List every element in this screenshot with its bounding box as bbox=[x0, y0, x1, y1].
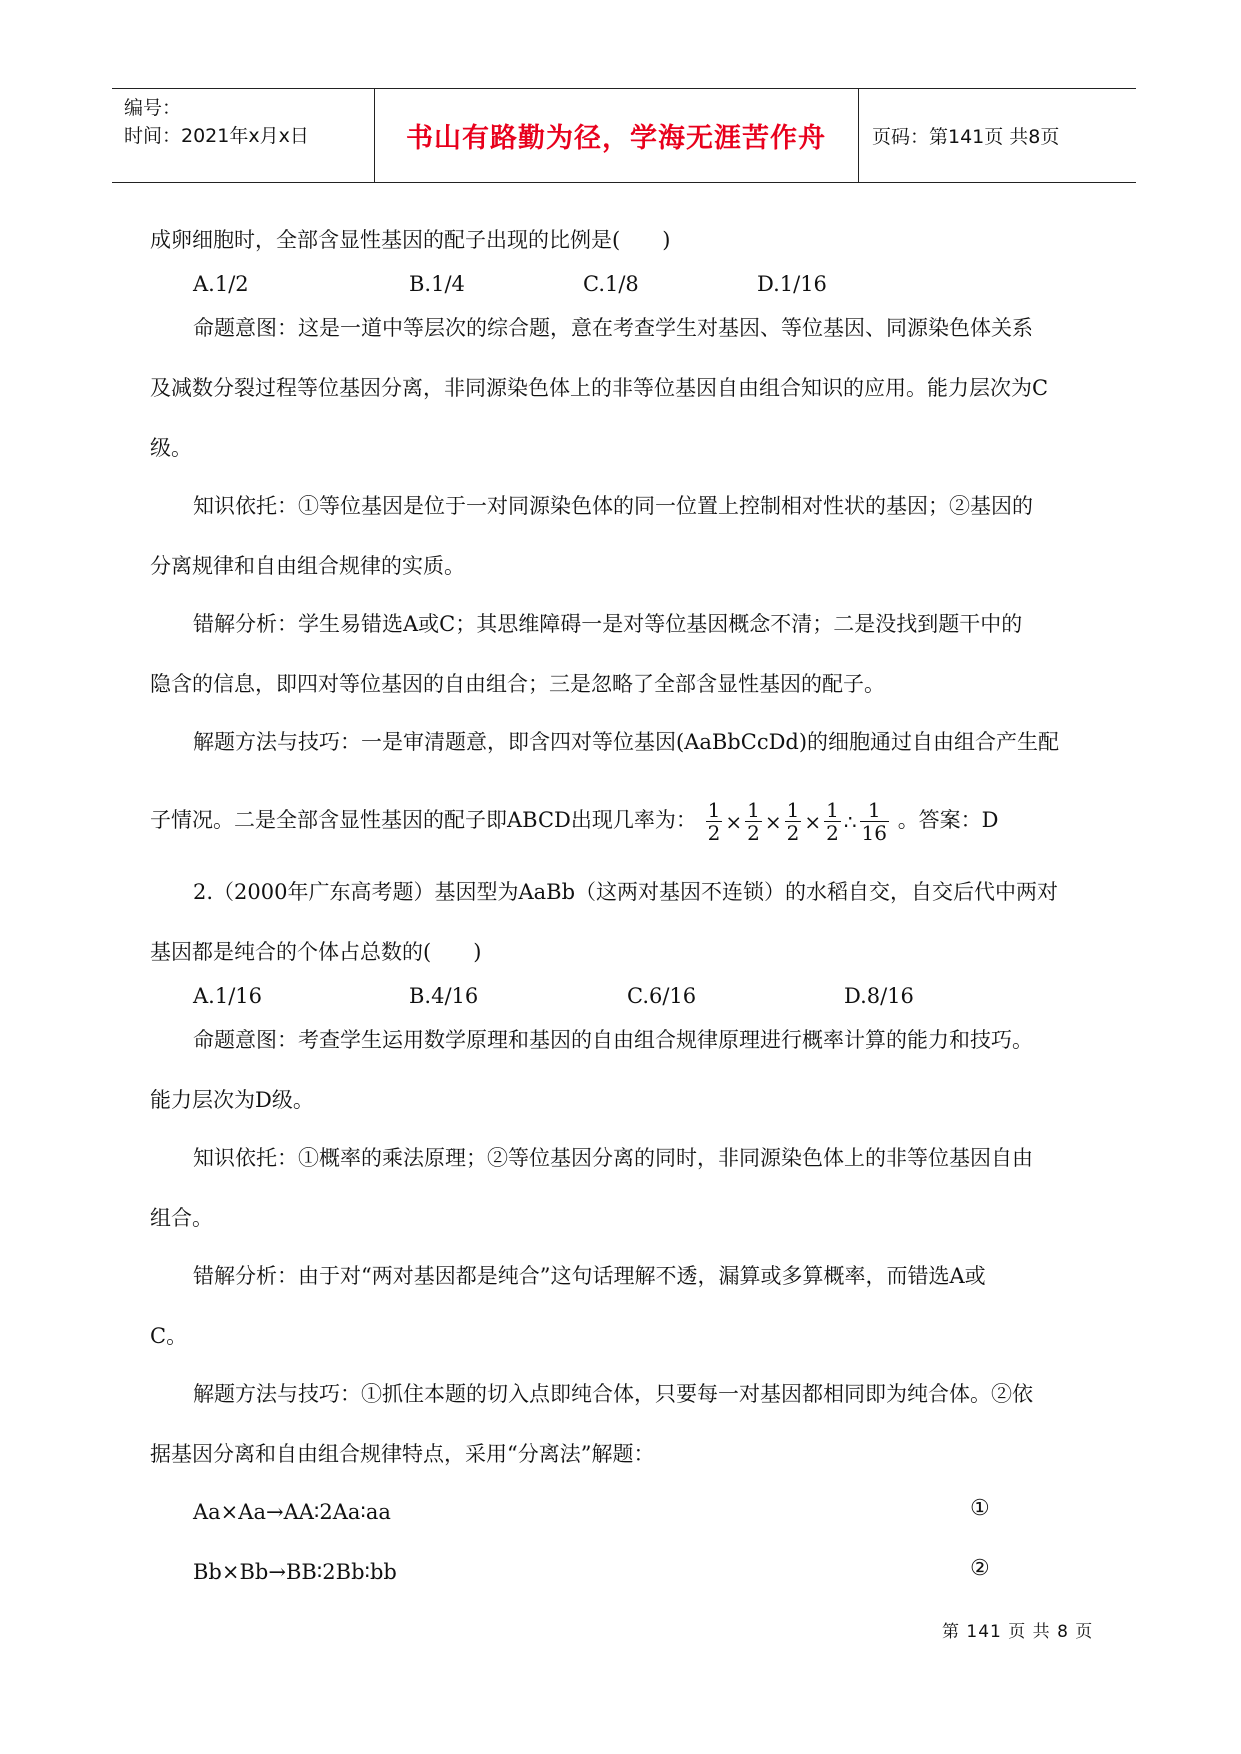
header-motto-cell bbox=[374, 89, 859, 182]
text-line: 错解分析：学生易错选A或C；其思维障碍一是对等位基因概念不清；二是没找到题干中的 bbox=[193, 612, 1023, 636]
text-line: 命题意图：这是一道中等层次的综合题，意在考查学生对基因、等位基因、同源染色体关系 bbox=[193, 316, 1033, 340]
answer-text: 。答案：D bbox=[897, 808, 999, 832]
times-sign: × bbox=[725, 809, 743, 834]
times-sign: × bbox=[804, 809, 822, 834]
text-line: 2.（2000年广东高考题）基因型为AaBb（这两对基因不连锁）的水稻自交，自交后代中两对 bbox=[193, 880, 1059, 904]
motto-text: 书山有路勤为径，学海无涯苦作舟 bbox=[406, 123, 826, 154]
text-line: 分离规律和自由组合规律的实质。 bbox=[150, 554, 465, 578]
header-page-cell bbox=[858, 89, 1136, 182]
fraction-half: $\frac{1}{2}$ bbox=[826, 798, 839, 845]
number-label: 编号： bbox=[124, 97, 182, 119]
option-b: B.4/16 bbox=[409, 984, 479, 1008]
date-label: 时间：2021年x月x日 bbox=[124, 125, 309, 147]
page-label: 页码：第141页 共8页 bbox=[872, 126, 1060, 148]
option-b: B.1/4 bbox=[409, 272, 465, 296]
text-line: 组合。 bbox=[150, 1206, 213, 1230]
option-a: A.1/2 bbox=[193, 272, 249, 296]
page-footer: 第 141 页 共 8 页 bbox=[942, 1622, 1094, 1642]
option-c: C.1/8 bbox=[583, 272, 639, 296]
text-line: 据基因分离和自由组合规律特点，采用“分离法”解题： bbox=[150, 1442, 655, 1466]
text-line: 命题意图：考查学生运用数学原理和基因的自由组合规律原理进行概率计算的能力和技巧。 bbox=[193, 1028, 1033, 1052]
text-line: 知识依托：①等位基因是位于一对同源染色体的同一位置上控制相对性状的基因；②基因的 bbox=[193, 494, 1033, 518]
formula-lead-text: 子情况。二是全部含显性基因的配子即ABCD出现几率为： bbox=[150, 808, 697, 832]
text-line: 能力层次为D级。 bbox=[150, 1088, 314, 1112]
times-sign: × bbox=[764, 809, 782, 834]
equation-2-number: ② bbox=[970, 1556, 990, 1581]
text-line: C。 bbox=[150, 1324, 188, 1348]
equation-1-number: ① bbox=[970, 1496, 990, 1521]
text-line: 解题方法与技巧：一是审清题意，即含四对等位基因(AaBbCcDd)的细胞通过自由组合产生配 bbox=[193, 730, 1060, 754]
text-line: 错解分析：由于对“两对基因都是纯合”这句话理解不透，漏算或多算概率，而错选A或 bbox=[193, 1264, 986, 1288]
text-line: 基因都是纯合的个体占总数的( ) bbox=[150, 940, 482, 964]
formula-line bbox=[150, 796, 999, 852]
text-line: 知识依托：①概率的乘法原理；②等位基因分离的同时，非同源染色体上的非等位基因自由 bbox=[193, 1146, 1033, 1170]
text-line: 及减数分裂过程等位基因分离，非同源染色体上的非等位基因自由组合知识的应用。能力层次为C bbox=[150, 376, 1049, 400]
option-d: D.1/16 bbox=[757, 272, 827, 296]
equals-sign: ∴ bbox=[843, 809, 857, 834]
text-line: 隐含的信息，即四对等位基因的自由组合；三是忽略了全部含显性基因的配子。 bbox=[150, 672, 885, 696]
option-a: A.1/16 bbox=[193, 984, 262, 1008]
document-header bbox=[112, 88, 1136, 183]
fraction-half: $\frac{1}{2}$ bbox=[747, 798, 760, 845]
header-info-cell bbox=[112, 89, 375, 182]
equation-2: Bb×Bb→BB∶2Bb∶bb bbox=[193, 1560, 397, 1584]
option-c: C.6/16 bbox=[627, 984, 697, 1008]
text-line: 级。 bbox=[150, 436, 192, 460]
option-d: D.8/16 bbox=[844, 984, 914, 1008]
text-line: 成卵细胞时，全部含显性基因的配子出现的比例是( ) bbox=[150, 228, 671, 252]
fraction-half: $\frac{1}{2}$ bbox=[707, 798, 721, 845]
text-line: 解题方法与技巧：①抓住本题的切入点即纯合体，只要每一对基因都相同即为纯合体。②依 bbox=[193, 1382, 1033, 1406]
fraction-half: $\frac{1}{2}$ bbox=[786, 798, 800, 845]
fraction-result: $\frac{1}{16}$ bbox=[861, 798, 887, 845]
equation-1: Aa×Aa→AA∶2Aa∶aa bbox=[193, 1500, 391, 1524]
